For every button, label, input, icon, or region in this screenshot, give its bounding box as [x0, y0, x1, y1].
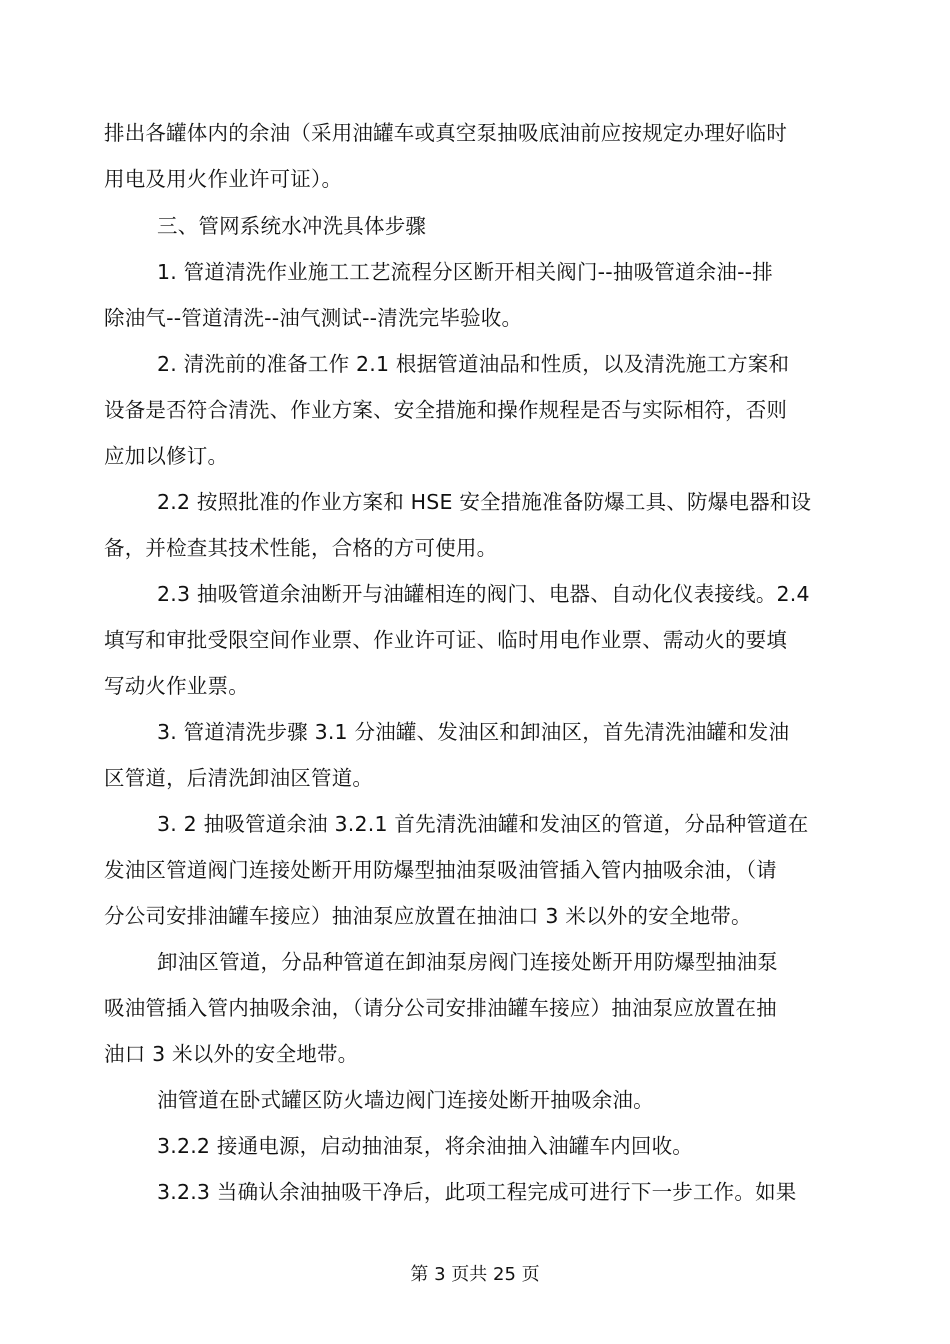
- text-line: 用电及用火作业许可证）。: [104, 167, 343, 191]
- text-line: 设备是否符合清洗、作业方案、安全措施和操作规程是否与实际相符，否则: [104, 398, 788, 422]
- text-line: 卸油区管道，分品种管道在卸油泵房阀门连接处断开用防爆型抽油泵: [157, 950, 778, 974]
- text-line: 区管道，后清洗卸油区管道。: [104, 766, 374, 790]
- text-line: 排出各罐体内的余油（采用油罐车或真空泵抽吸底油前应按规定办理好临时: [104, 121, 788, 145]
- text-line: 除油气--管道清洗--油气测试--清洗完毕验收。: [104, 306, 523, 330]
- page-number: 第 3 页共 25 页: [410, 1264, 540, 1285]
- text-line: 写动火作业票。: [104, 674, 249, 698]
- text-line: 应加以修订。: [104, 444, 229, 468]
- text-line: 油口 3 米以外的安全地带。: [104, 1042, 359, 1066]
- text-line: 3.2.2 接通电源，启动抽油泵，将余油抽入油罐车内回收。: [157, 1134, 693, 1158]
- text-line: 2. 清洗前的准备工作 2.1 根据管道油品和性质，以及清洗施工方案和: [157, 352, 790, 376]
- text-line: 发油区管道阀门连接处断开用防爆型抽油泵吸油管插入管内抽吸余油，（请: [104, 858, 777, 882]
- text-line: 2.3 抽吸管道余油断开与油罐相连的阀门、电器、自动化仪表接线。2.4: [157, 582, 810, 606]
- text-line: 3. 管道清洗步骤 3.1 分油罐、发油区和卸油区，首先清洗油罐和发油: [157, 720, 790, 744]
- text-line: 3. 2 抽吸管道余油 3.2.1 首先清洗油罐和发油区的管道，分品种管道在: [157, 812, 809, 836]
- text-line: 吸油管插入管内抽吸余油，（请分公司安排油罐车接应）抽油泵应放置在抽: [104, 996, 777, 1020]
- text-line: 3.2.3 当确认余油抽吸干净后，此项工程完成可进行下一步工作。如果: [157, 1180, 797, 1204]
- section-heading: 三、管网系统水冲洗具体步骤: [157, 214, 427, 238]
- text-line: 分公司安排油罐车接应）抽油泵应放置在抽油口 3 米以外的安全地带。: [104, 904, 752, 928]
- text-line: 油管道在卧式罐区防火墙边阀门连接处断开抽吸余油。: [157, 1088, 654, 1112]
- text-line: 2.2 按照批准的作业方案和 HSE 安全措施准备防爆工具、防爆电器和设: [157, 490, 812, 514]
- text-line: 1. 管道清洗作业施工工艺流程分区断开相关阀门--抽吸管道余油--排: [157, 260, 773, 284]
- text-line: 备，并检查其技术性能，合格的方可使用。: [104, 536, 498, 560]
- text-line: 填写和审批受限空间作业票、作业许可证、临时用电作业票、需动火的要填: [104, 628, 788, 652]
